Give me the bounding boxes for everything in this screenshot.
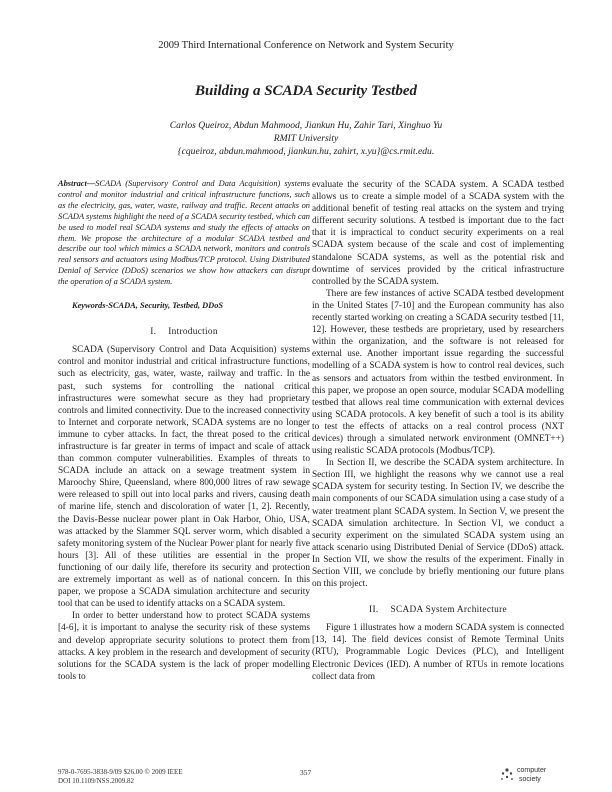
section-number: II. xyxy=(369,605,379,616)
computer-society-icon xyxy=(498,766,516,784)
section-number: I. xyxy=(150,327,157,338)
affiliation: RMIT University xyxy=(273,133,339,144)
author-block xyxy=(0,119,612,158)
footer-copyright xyxy=(58,768,183,786)
right-column xyxy=(312,179,564,683)
paper-title: Building a SCADA Security Testbed xyxy=(195,83,417,99)
abstract-lead: Abstract— xyxy=(58,179,96,188)
paragraph: There are few instances of active SCADA testbed development in the United States [7-10] and the European community has also recently started working on creating a SCADA security testbed [11, 12]. However, these testbeds are proprietary, used by researchers within the organization, and the software is not released for external use. Another important issue regarding the successful modelling of a SCADA system is how to control real devices, such as sensors and actuators from within the testbed environment. In this paper, we propose an open source, modular SCADA modelling testbed that allows real time communication with external devices using SCADA protocols. A key benefit of such a tool is its ability to test the effects of attacks on a real control process (NXT devices) through a simulated network environment (OMNET++) using realistic SCADA protocols (Modbus/TCP). xyxy=(312,288,564,457)
left-column xyxy=(58,179,310,683)
logo-word-top: computer xyxy=(517,767,547,774)
section-heading-introduction xyxy=(58,326,310,338)
computer-society-logo xyxy=(496,764,560,788)
keywords: Keywords-SCADA, Security, Testbed, DDoS xyxy=(72,301,224,311)
page-number: 357 xyxy=(300,768,312,777)
section-title: Introduction xyxy=(168,327,218,338)
logo-word-bottom: society xyxy=(519,776,541,783)
paragraph: evaluate the security of the SCADA system. A SCADA testbed allows us to create a simple model of a SCADA system with the additional benefit of testing real attacks on the system and trying different security solutions. A testbed is important due to the fact that it is impractical to conduct security experiments on a real SCADA system because of the scale and cost of implementing standalone SCADA systems, as well as the potential risk and downtime of services provided by the critical infrastructure controlled by the SCADA system. xyxy=(312,180,564,287)
paragraph: In Section II, we describe the SCADA system architecture. In Section III, we highlight the reasons why we cannot use a real SCADA system for security testing. In Section IV, we describe the main components of our SCADA simulation using a case study of a water treatment plant SCADA system. In Section V, we present the SCADA simulation architecture. In Section VI, we conduct a security experiment on the simulated SCADA system using an attack scenario using Distributed Denial of Service (DDoS) attack. In Section VII, we show the results of the experiment. Finally in Section VIII, we conclude by briefly mentioning our future plans on this project. xyxy=(312,458,564,590)
conference-header: 2009 Third International Conference on Network and System Security xyxy=(158,40,454,51)
footer-isbn: 978-0-7695-3838-9/09 $26.00 © 2009 IEEE xyxy=(58,768,183,776)
abstract xyxy=(58,179,310,288)
abstract-body: SCADA (Supervisory Control and Data Acquisition) systems control and monitor industrial and critical infrastructure functions, such as the electricity, gas, water, waste, railway and traffic. Recent attacks on SCADA systems highlight the need of a SCADA security testbed, which can be used to model real SCADA systems and study the effects of attacks on them. We propose the architecture of a modular SCADA testbed and describe our tool which mimics a SCADA network, monitors and controls real sensors and actuators using Modbus/TCP protocol. Using Distributed Denial of Service (DDoS) scenarios we show how attackers can disrupt the operation of a SCADA system. xyxy=(58,179,310,287)
paragraph: Figure 1 illustrates how a modern SCADA system is connected [13, 14]. The field devices consist of Remote Terminal Units (RTU), Programmable Logic Devices (PLC), and Intelligent Electronic Devices (IED). A number of RTUs in remote locations collect data from xyxy=(312,623,564,682)
paragraph: SCADA (Supervisory Control and Data Acquisition) systems control and monitor industrial and critical infrastructure functions, such as electricity, gas, water, waste, railway and traffic. In the past, such systems for controlling the national critical infrastructures were somewhat secure as they had proprietary controls and limited connectivity. Due to the increased connectivity to Internet and corporate network, SCADA systems are no longer immune to cyber attacks. In fact, the threat posed to the critical infrastructure is far greater in terms of impact and scale of attack than common computer vulnerabilities. Examples of threats to SCADA include an attack on a sewage treatment system in Maroochy Shire, Queensland, where 800,000 litres of raw sewage were released to spill out into local parks and rivers, causing death of marine life, stench and discoloration of water [1, 2]. Recently, the Davis-Besse nuclear power plant in Oak Harbor, Ohio, USA, was attacked by the Slammer SQL server worm, which disabled a safety monitoring system of the Nuclear Power plant for nearly five hours [3]. All of these utilities are essential in the proper functioning of our daily life, therefore its security and protection are extremely important as well as of national concern. In this paper, we propose a SCADA simulation architecture and security tool that can be used to identify attacks on a SCADA system. xyxy=(58,345,310,610)
footer-doi: DOI 10.1109/NSS.2009.82 xyxy=(58,777,134,785)
section-heading-architecture xyxy=(312,604,564,616)
author-names: Carlos Queiroz, Abdun Mahmood, Jiankun Hu, Zahir Tari, Xinghuo Yu xyxy=(169,120,443,131)
author-emails: {cqueiroz, abdun.mahmood, jiankun.hu, zahirt, x.yu}@cs.rmit.edu. xyxy=(177,146,435,157)
section-title: SCADA System Architecture xyxy=(390,605,507,616)
paragraph: In order to better understand how to protect SCADA systems [4-6], it is important to analyse the security risk of these systems and develop appropriate security solutions to protect them from attacks. A key problem in the research and development of security solutions for the SCADA system is the lack of proper modelling tools to xyxy=(58,611,310,682)
